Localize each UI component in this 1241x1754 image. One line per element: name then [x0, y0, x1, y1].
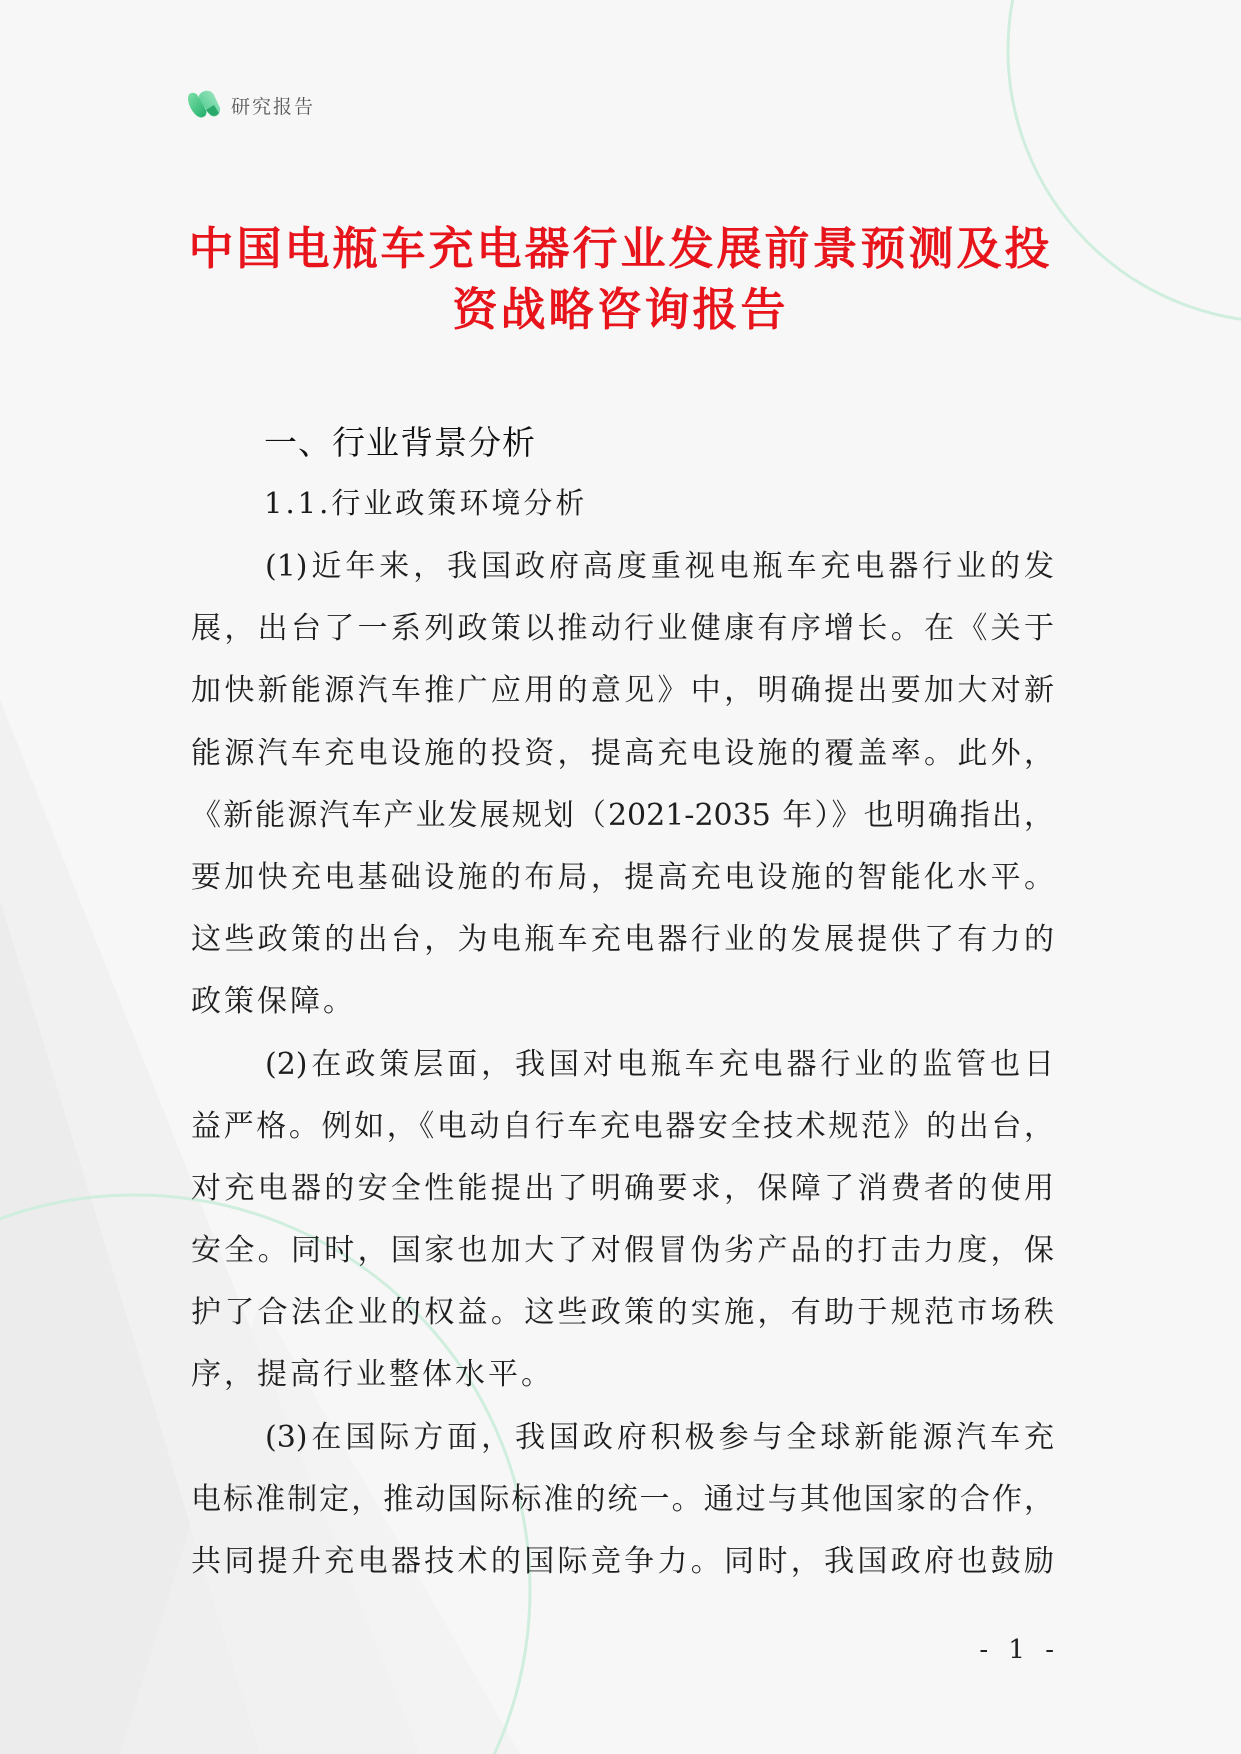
- paragraph-line: 政策保障。: [191, 984, 356, 1020]
- paragraph-line: 共同提升充电器技术的国际竞争力。同时，我国政府也鼓励: [191, 1544, 1054, 1579]
- paragraph-line: 展，出台了一系列政策以推动行业健康有序增长。在《关于: [191, 611, 1054, 647]
- paragraph-line: 能源汽车充电设施的投资，提高充电设施的覆盖率。此外，: [191, 735, 1054, 771]
- paragraph-line: 要加快充电基础设施的布局，提高充电设施的智能化水平。: [191, 859, 1054, 895]
- section-heading: 一、行业背景分析: [264, 423, 536, 462]
- paragraph-line: (2)在政策层面，我国对电瓶车充电器行业的监管也日: [265, 1046, 1054, 1082]
- paragraph-line: (3)在国际方面，我国政府积极参与全球新能源汽车充: [265, 1419, 1054, 1455]
- paragraph-1: [191, 536, 1054, 1034]
- paragraph-line: 加快新能源汽车推广应用的意见》中，明确提出要加大对新: [191, 673, 1054, 709]
- page-number: - 1 -: [979, 1635, 1060, 1665]
- paragraph-line: 安全。同时，国家也加大了对假冒伪劣产品的打击力度，保: [191, 1233, 1054, 1269]
- paragraph-line: 益严格。例如，《电动自行车充电器安全技术规范》的出台，: [191, 1108, 1054, 1144]
- brand-header: [186, 88, 315, 122]
- paragraph-line: 这些政策的出台，为电瓶车充电器行业的发展提供了有力的: [191, 922, 1054, 958]
- paragraph-2: [191, 1034, 1054, 1407]
- paragraph-line: 对充电器的安全性能提出了明确要求，保障了消费者的使用: [191, 1170, 1054, 1206]
- paragraph-line: (1)近年来，我国政府高度重视电瓶车充电器行业的发: [265, 549, 1054, 584]
- brand-logo-icon: [186, 88, 222, 122]
- paragraph-line: 序，提高行业整体水平。: [191, 1357, 554, 1393]
- report-title-line-1: 中国电瓶车充电器行业发展前景预测及投: [188, 222, 1053, 275]
- body-text: [191, 536, 1054, 1593]
- paragraph-line: 护了合法企业的权益。这些政策的实施，有助于规范市场秩: [191, 1295, 1054, 1331]
- report-title-line-2: 资战略咨询报告: [452, 283, 789, 336]
- paragraph-3: [191, 1407, 1054, 1594]
- paragraph-line: 《新能源汽车产业发展规划（2021-2035 年）》也明确指出，: [191, 797, 1054, 833]
- paragraph-line: 电标准制定，推动国际标准的统一。通过与其他国家的合作，: [191, 1481, 1054, 1517]
- section-subheading: 1.1.行业政策环境分析: [264, 486, 588, 520]
- brand-label: 研究报告: [231, 95, 316, 118]
